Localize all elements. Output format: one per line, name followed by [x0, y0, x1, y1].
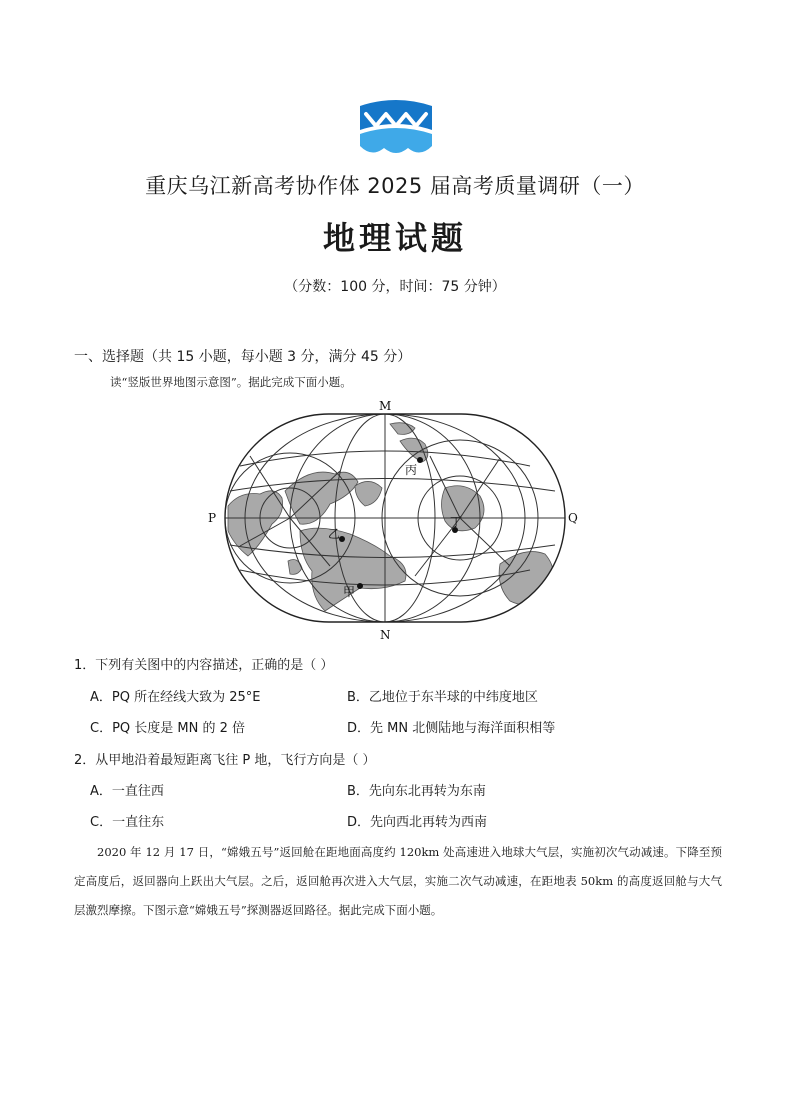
question-2-option-d: D．先向西北再转为西南: [347, 815, 488, 830]
question-2-option-b: B．先向东北再转为东南: [347, 784, 486, 799]
label-m: M: [379, 399, 392, 413]
score-time-info: （分数：100 分，时间：75 分钟）: [284, 279, 506, 295]
label-ding: 丁: [450, 515, 463, 529]
subject-title: 地理试题: [322, 219, 467, 257]
label-q: Q: [568, 511, 578, 525]
question-1-stem: 1．下列有关图中的内容描述，正确的是（ ）: [74, 658, 334, 673]
passage-text: 2020 年 12 月 17 日，“嫦娥五号”返回舱在距地面高度约 120km 处高速进入地球大气层，实施初次气动减速。下降至预定高度后，返回器向上跃出大气层。之后，返回舱再次进入大气层，实施二次气动减速，在距地表 50km 的高度返回舱与大气层激烈摩擦。下图示意“嫦娥五号”探测器返回路径。据此完成下面小题。: [74, 845, 722, 917]
vertical-world-map: [200, 396, 590, 641]
exam-title: 重庆乌江新高考协作体 2025 届高考质量调研（一）: [145, 174, 645, 198]
section-heading: 一、选择题（共 15 小题，每小题 3 分，满分 45 分）: [74, 349, 412, 365]
label-yi: 乙: [328, 527, 341, 541]
organization-logo: [356, 100, 436, 158]
question-2-option-c: C．一直往东: [90, 815, 165, 830]
question-2-stem: 2．从甲地沿着最短距离飞往 P 地，飞行方向是（ ）: [74, 753, 376, 768]
point-jia: [357, 583, 363, 589]
label-p: P: [208, 511, 217, 525]
question-1-option-d: D．先 MN 北侧陆地与海洋面积相等: [347, 721, 556, 736]
reading-passage: [74, 838, 722, 925]
question-1-option-c: C．PQ 长度是 MN 的 2 倍: [90, 721, 246, 736]
label-n: N: [380, 628, 391, 641]
section-intro: 读“竖版世界地图示意图”。据此完成下面小题。: [110, 375, 352, 389]
point-bing: [417, 457, 423, 463]
label-bing: 丙: [405, 463, 418, 477]
map-body: [225, 414, 565, 622]
question-1-option-b: B．乙地位于东半球的中纬度地区: [347, 690, 538, 705]
question-2-option-a: A．一直往西: [90, 784, 164, 799]
question-1-option-a: A．PQ 所在经线大致为 25°E: [90, 690, 261, 705]
label-jia: 甲: [343, 585, 356, 599]
